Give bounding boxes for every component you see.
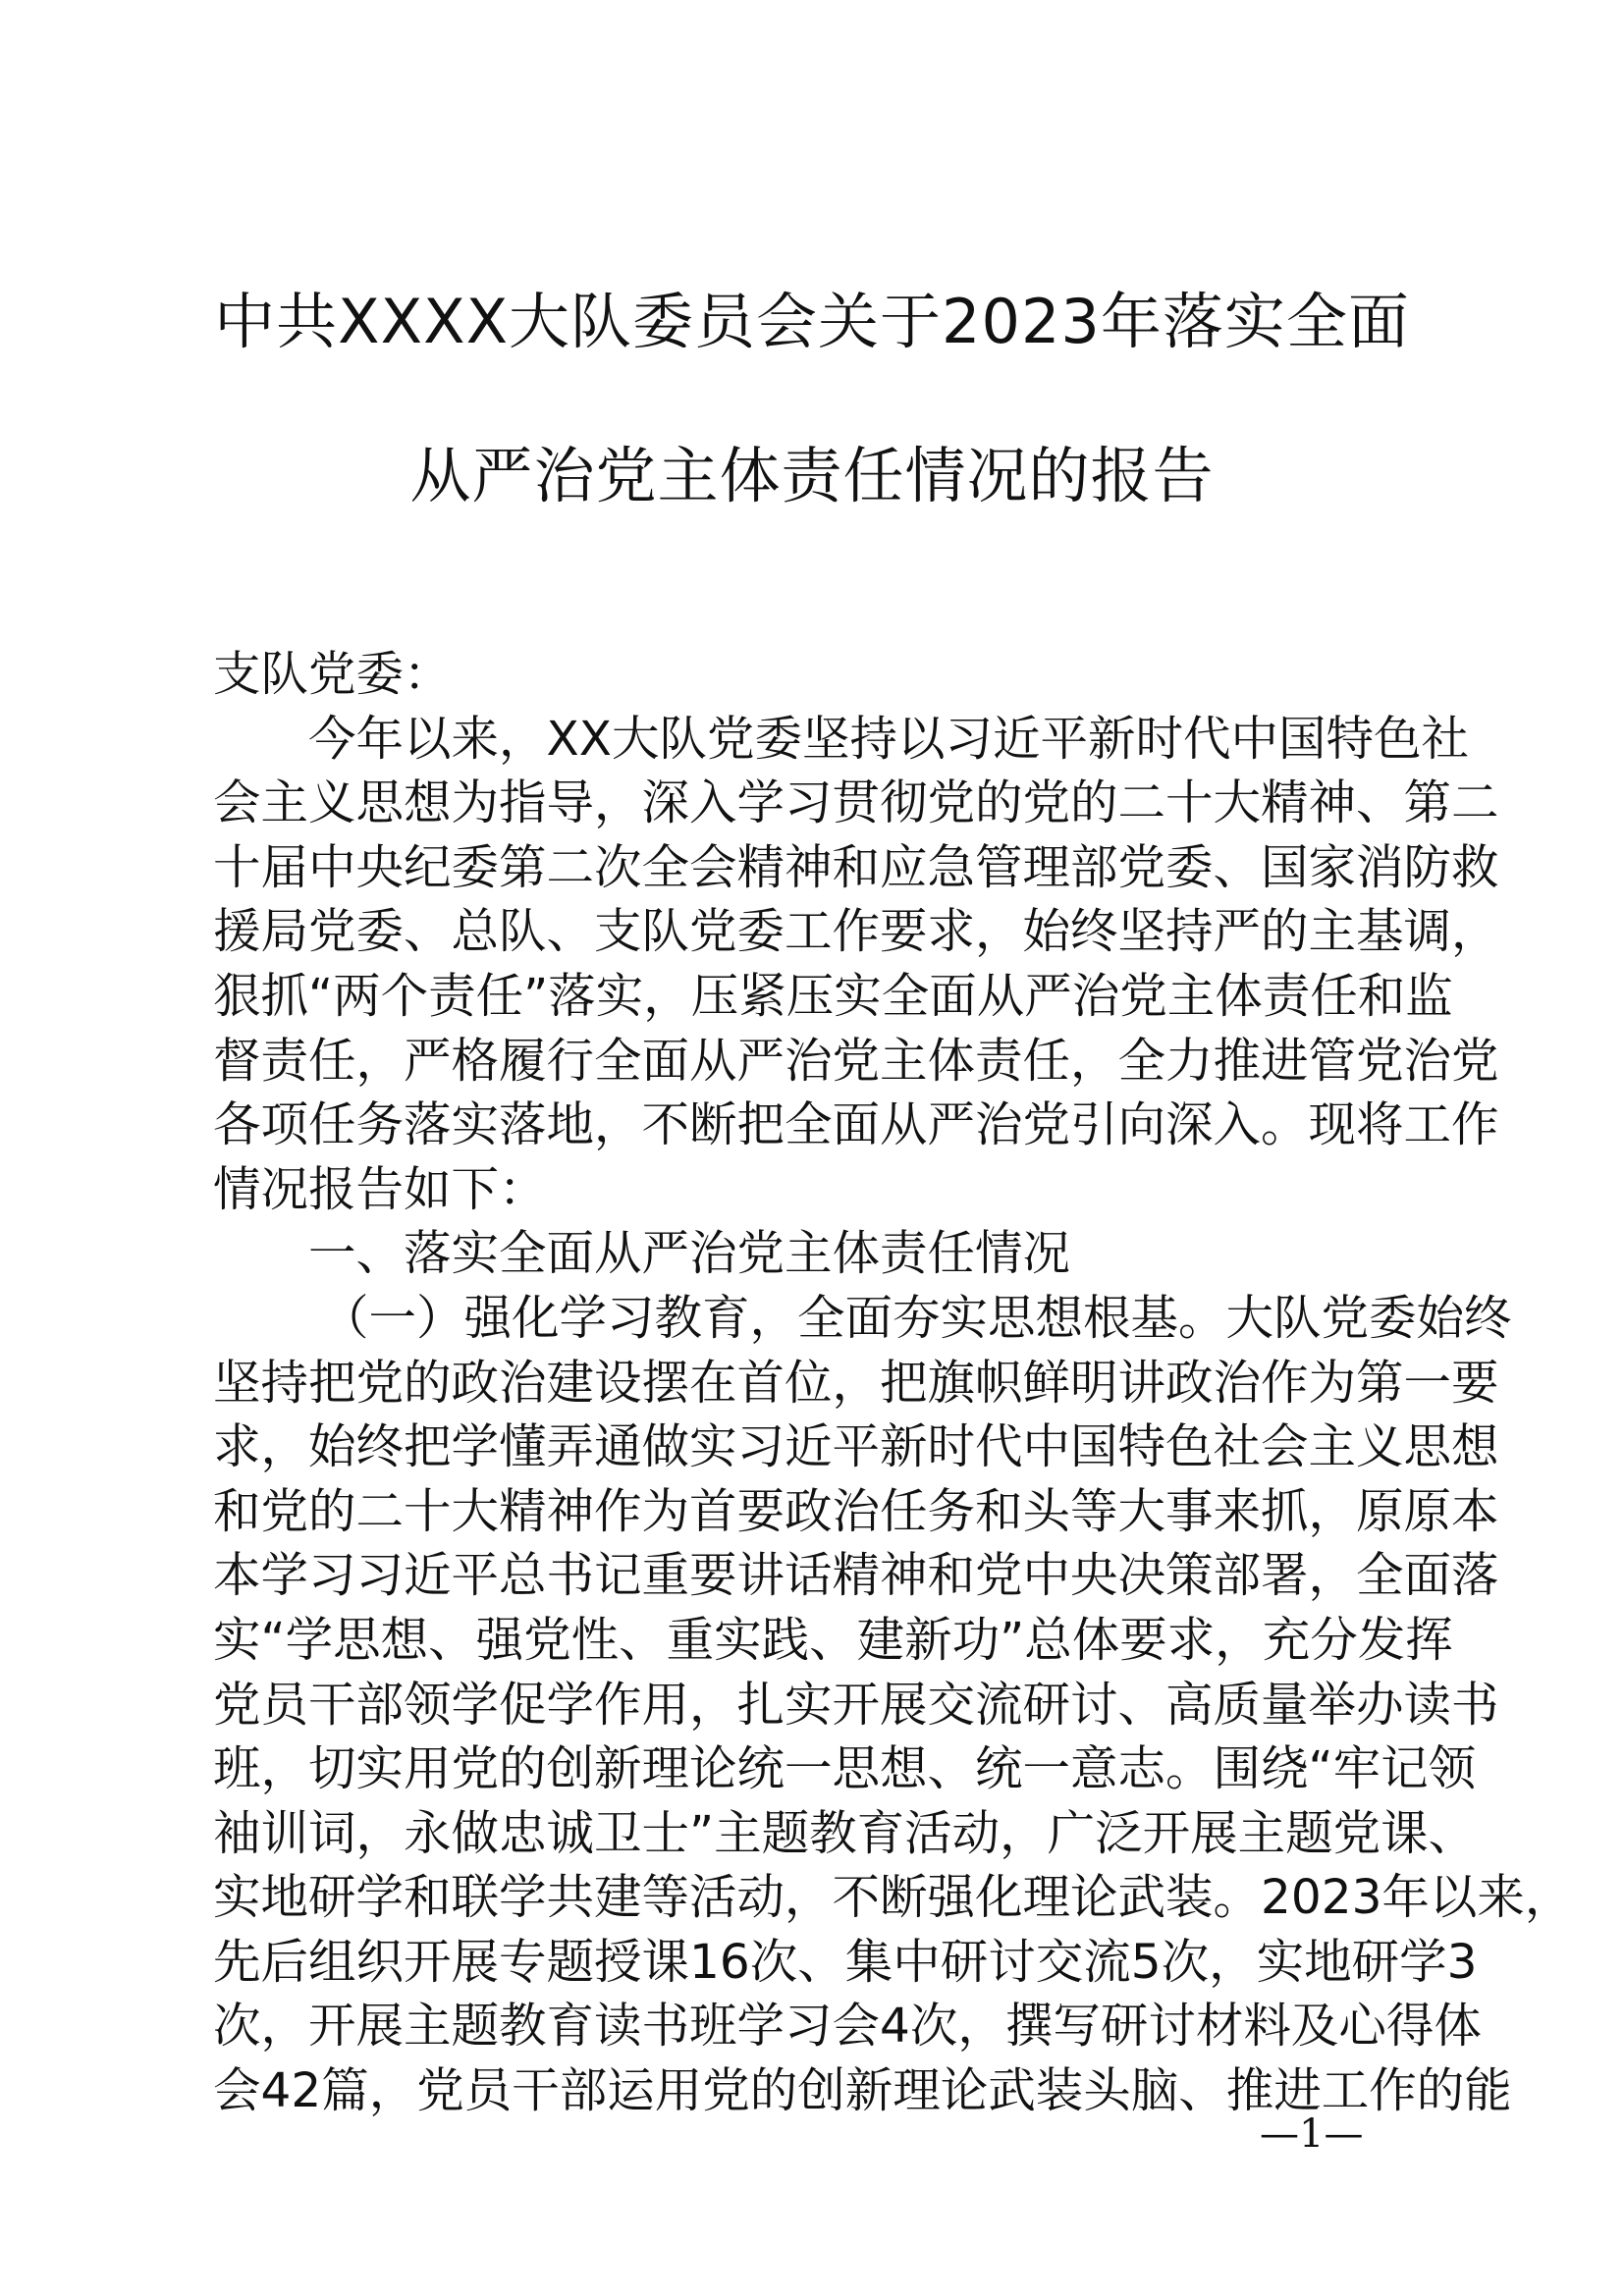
paragraph-line: 本学习习近平总书记重要讲话精神和党中央决策部署，全面落 <box>213 1548 1499 1604</box>
paragraph-line: 十届中央纪委第二次全会精神和应急管理部党委、国家消防救 <box>213 839 1499 895</box>
paragraph-line: 狠抓“两个责任”落实，压紧压实全面从严治党主体责任和监 <box>213 968 1453 1024</box>
paragraph-line: 党员干部领学促学作用，扎实开展交流研讨、高质量举办读书 <box>213 1677 1499 1733</box>
paragraph-line: 会主义思想为指导，深入学习贯彻党的党的二十大精神、第二 <box>213 775 1499 831</box>
paragraph-line: 今年以来，XX大队党委坚持以习近平新时代中国特色社 <box>308 711 1469 767</box>
paragraph-line: 情况报告如下： <box>213 1161 547 1217</box>
salutation: 支队党委： <box>213 647 452 702</box>
paragraph-line: 援局党委、总队、支队党委工作要求，始终坚持严的主基调， <box>213 904 1499 960</box>
paragraph-line: 督责任，严格履行全面从严治党主体责任，全力推进管党治党 <box>213 1033 1499 1089</box>
paragraph-line: 会42篇，党员干部运用党的创新理论武装头脑、推进工作的能 <box>213 2063 1512 2119</box>
paragraph-line: 和党的二十大精神作为首要政治任务和头等大事来抓，原原本 <box>213 1483 1499 1539</box>
subsection-heading-line: （一）强化学习教育，全面夯实思想根基。大队党委始终 <box>321 1290 1512 1346</box>
page-number: —1— <box>1260 2111 1364 2157</box>
paragraph-line: 先后组织开展专题授课16次、集中研讨交流5次，实地研学3 <box>213 1934 1478 1990</box>
paragraph-line: 袖训词，永做忠诚卫士”主题教育活动，广泛开展主题党课、 <box>213 1805 1477 1861</box>
paragraph-line: 实“学思想、强党性、重实践、建新功”总体要求，充分发挥 <box>213 1612 1453 1668</box>
document-title-line-1: 中共XXXX大队委员会关于2023年落实全面 <box>214 286 1410 357</box>
paragraph-line: 班，切实用党的创新理论统一思想、统一意志。围绕“牢记领 <box>213 1741 1477 1797</box>
paragraph-line: 求，始终把学懂弄通做实习近平新时代中国特色社会主义思想 <box>213 1419 1499 1475</box>
paragraph-line: 各项任务落实落地，不断把全面从严治党引向深入。现将工作 <box>213 1097 1499 1153</box>
document-title-line-2: 从严治党主体责任情况的报告 <box>409 440 1215 511</box>
section-heading: 一、落实全面从严治党主体责任情况 <box>308 1226 1071 1282</box>
paragraph-line: 实地研学和联学共建等活动，不断强化理论武装。2023年以来， <box>213 1870 1573 1926</box>
paragraph-line: 次，开展主题教育读书班学习会4次，撰写研讨材料及心得体 <box>213 1999 1482 2055</box>
document-body <box>213 643 1573 2124</box>
paragraph-line: 坚持把党的政治建设摆在首位，把旗帜鲜明讲政治作为第一要 <box>213 1355 1499 1411</box>
